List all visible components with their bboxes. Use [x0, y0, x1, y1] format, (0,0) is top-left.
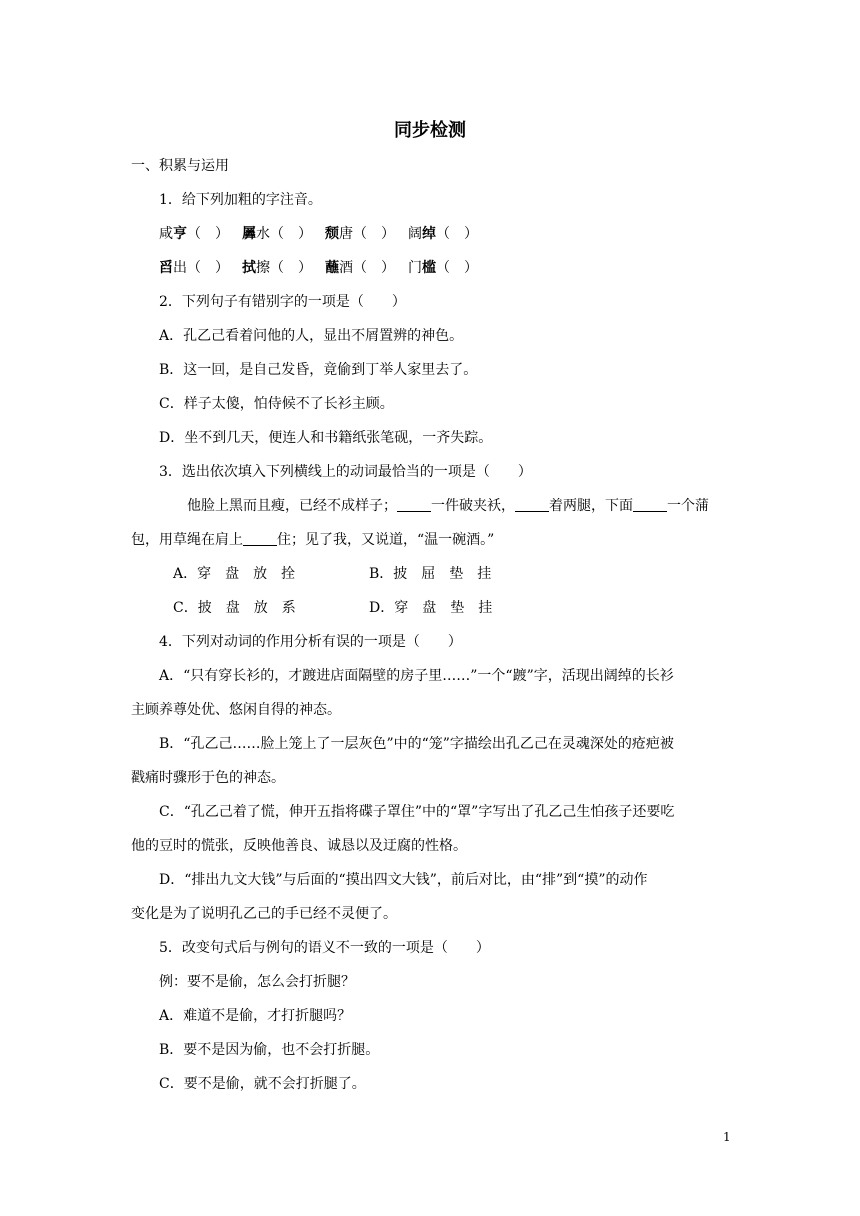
q1-item: 蘸酒（ ）	[325, 260, 395, 276]
q1-stem: 1．给下列加粗的字注音。	[159, 192, 322, 208]
q3-option-d: D．穿 盘 垫 挂	[369, 600, 493, 616]
fill-blank	[515, 497, 549, 512]
q4-option-b: B．“孔乙己……脸上笼上了一层灰色”中的“笼”字描绘出孔乙己在灵魂深处的疮疤被	[159, 736, 674, 752]
q4-option-a: A．“只有穿长衫的，才踱进店面隔壁的房子里……”一个“踱”字，活现出阔绰的长衫	[159, 668, 674, 684]
q5-stem: 5．改变句式后与例句的语义不一致的一项是（ ）	[159, 940, 490, 956]
section-heading: 一、积累与运用	[131, 158, 229, 174]
q1-item: 羼水（ ）	[242, 226, 312, 242]
q4-stem: 4．下列对动词的作用分析有误的一项是（ ）	[159, 634, 462, 650]
q3-passage-line2: 包，用草绳在肩上 住；见了我，又说道，“温一碗酒。”	[131, 532, 495, 548]
q5-example: 例：要不是偷，怎么会打折腿？	[159, 974, 355, 990]
q4-option-c: C．“孔乙己着了慌，伸开五指将碟子罩住”中的“罩”字写出了孔乙己生怕孩子还要吃	[159, 804, 675, 820]
q3-option-c: C．披 盘 放 系	[173, 600, 296, 616]
q2-option-a: A．孔乙己看着问他的人，显出不屑置辨的神色。	[159, 328, 464, 344]
q1-row1	[159, 224, 491, 244]
q4-option-b-cont: 戳痛时骤形于色的神态。	[131, 770, 285, 786]
q4-option-d-cont: 变化是为了说明孔乙己的手已经不灵便了。	[131, 906, 397, 922]
q2-option-b: B．这一回，是自己发昏，竟偷到丁举人家里去了。	[159, 362, 478, 378]
q3-passage-line1: 他脸上黑而且瘦，已经不成样子； 一件破夹袄， 着两腿，下面 一个蒲	[187, 498, 709, 514]
q1-item: 阔绰（ ）	[408, 226, 478, 242]
page-number: 1	[723, 1130, 731, 1144]
fill-blank	[633, 497, 667, 512]
q5-option-c: C．要不是偷，就不会打折腿了。	[159, 1076, 366, 1092]
q1-item: 拭擦（ ）	[242, 260, 312, 276]
q4-option-c-cont: 他的豆时的慌张，反映他善良、诚恳以及迂腐的性格。	[131, 838, 467, 854]
q1-row2	[159, 258, 491, 278]
q2-option-c: C．样子太傻，怕侍候不了长衫主顾。	[159, 396, 394, 412]
fill-blank	[243, 531, 277, 546]
q2-stem: 2．下列句子有错别字的一项是（ ）	[159, 294, 406, 310]
q3-stem: 3．选出依次填入下列横线上的动词最恰当的一项是（ ）	[159, 464, 532, 480]
q3-option-b: B．披 屈 垫 挂	[369, 566, 492, 582]
q5-option-a: A．难道不是偷，才打折腿吗？	[159, 1008, 352, 1024]
fill-blank	[397, 497, 431, 512]
q2-option-d: D．坐不到几天，便连人和书籍纸张笔砚，一齐失踪。	[159, 430, 493, 446]
page-title: 同步检测	[394, 120, 466, 141]
q1-item: 咸亨（ ）	[159, 226, 229, 242]
q4-option-d: D．“排出九文大钱”与后面的“摸出四文大钱”，前后对比，由“排”到“摸”的动作	[159, 872, 648, 888]
q1-item: 舀出（ ）	[159, 260, 229, 276]
q4-option-a-cont: 主顾养尊处优、悠闲自得的神态。	[131, 702, 341, 718]
q1-item: 颓唐（ ）	[325, 226, 395, 242]
q5-option-b: B．要不是因为偷，也不会打折腿。	[159, 1042, 380, 1058]
q1-item: 门槛（ ）	[408, 260, 478, 276]
q3-option-a: A．穿 盘 放 拴	[173, 566, 296, 582]
